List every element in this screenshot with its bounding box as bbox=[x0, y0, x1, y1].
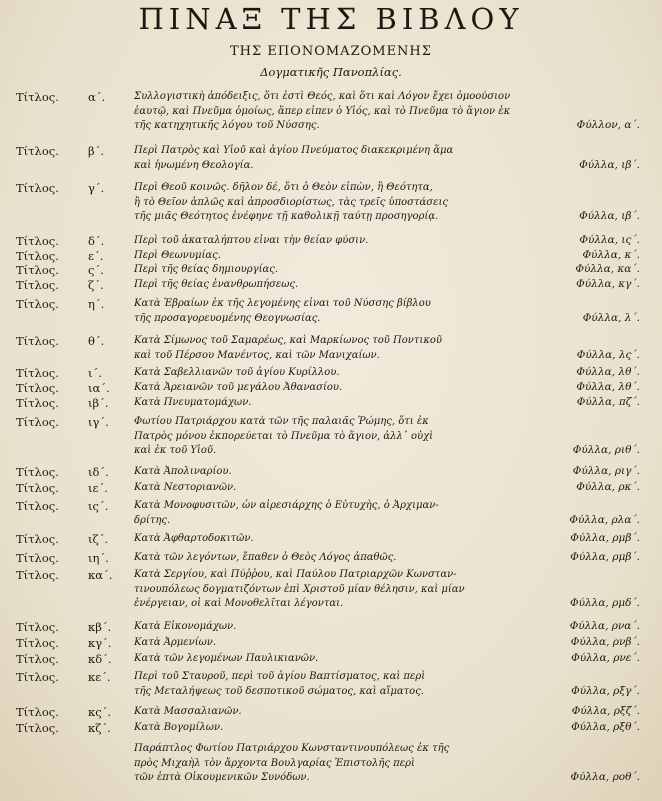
entry-text bbox=[134, 90, 550, 134]
entry-text-line: τῆς κατηχητικῆς λόγου τοῦ Νύσσης. bbox=[134, 120, 320, 131]
entry-text bbox=[134, 568, 550, 612]
entry-number: ιδ´. bbox=[88, 465, 109, 479]
entry-text-line: τῆς Μεταλήψεως τοῦ δεσποτικοῦ σώματος, καὶ αἵματος. bbox=[134, 685, 424, 697]
entry-number: ις´. bbox=[88, 499, 109, 513]
entry-text bbox=[134, 742, 550, 786]
entry-text-line: Κατὰ Μασσαλιανῶν. bbox=[134, 706, 242, 717]
entry-label: Τίτλος. bbox=[16, 415, 59, 429]
entry-text bbox=[134, 670, 550, 699]
entry-label: Τίτλος. bbox=[16, 263, 59, 277]
page-subtitle: ΤΗΣ ΕΠΟΝΟΜΑΖΟΜΕΝΗΣ bbox=[230, 44, 432, 59]
entry-folio: Φύλλον, α´. bbox=[576, 119, 640, 131]
entry-label: Τίτλος. bbox=[16, 551, 59, 565]
entry-text bbox=[134, 278, 550, 293]
entry-number: κε´. bbox=[88, 670, 111, 684]
entry-text bbox=[134, 705, 550, 720]
entry-text-line: τῶν ἑπτὰ Οἰκουμενικῶν Συνόδων. bbox=[134, 772, 310, 783]
entry-number: ζ´. bbox=[88, 278, 104, 292]
entry-text bbox=[134, 636, 550, 651]
entry-text-line: Συλλογιστικὴ ἀπόδειξις, ὅτι ἐστὶ Θεός, καὶ ὅτι καὶ Λόγον ἔχει ὁμοούσιον bbox=[134, 91, 511, 102]
entry-text-line: Κατὰ τῶν λεγομένων Παυλικιανῶν. bbox=[134, 653, 319, 664]
entry-text bbox=[134, 297, 550, 326]
entry-text-line: Κατὰ Σαβελλιανῶν τοῦ ἁγίου Κυρίλλου. bbox=[134, 367, 340, 378]
entry-number: κς´. bbox=[88, 705, 112, 719]
entry-text bbox=[134, 249, 550, 264]
entry-folio: Φύλλα, ριθ´. bbox=[572, 444, 640, 456]
entry-label: Τίτλος. bbox=[16, 181, 59, 195]
entry-folio: Φύλλα, ιβ´. bbox=[579, 210, 640, 222]
entry-number: κα´. bbox=[88, 568, 113, 582]
entry-number: ε´. bbox=[88, 249, 104, 263]
entry-text-line: Κατὰ Ἀρειανῶν τοῦ μεγάλου Ἀθανασίου. bbox=[134, 382, 343, 393]
entry-folio: Φύλλα, κα´. bbox=[575, 263, 640, 275]
entry-folio: Φύλλα, ρξγ´. bbox=[571, 684, 640, 697]
entry-text-line: Περὶ Θεωνυμίας. bbox=[134, 250, 221, 261]
entry-text-line: ἢ τὸ Θεῖον ἁπλῶς καὶ ἀπροσδιορίστως, τὰς τρεῖς ὑποστάσεις bbox=[134, 196, 448, 208]
entry-text bbox=[134, 532, 550, 547]
entry-number: ι´. bbox=[88, 366, 102, 380]
entry-text bbox=[134, 652, 550, 667]
entry-text bbox=[134, 620, 550, 635]
entry-folio: Φύλλα, ρνα´. bbox=[569, 620, 640, 632]
entry-label: Τίτλος. bbox=[16, 334, 59, 348]
entry-text-line: δρίτης. bbox=[134, 514, 171, 526]
entry-number: κδ´. bbox=[88, 652, 112, 666]
entry-folio: Φύλλα, ρλα´. bbox=[569, 513, 640, 526]
entry-label: Τίτλος. bbox=[16, 465, 59, 479]
entry-label: Τίτλος. bbox=[16, 381, 59, 395]
entry-folio: Φύλλα, λ´. bbox=[582, 311, 640, 324]
entry-number: κβ´. bbox=[88, 620, 112, 634]
entry-label: Τίτλος. bbox=[16, 144, 59, 158]
entry-label: Τίτλος. bbox=[16, 532, 59, 546]
entry-text-line: ἑαυτῷ, καὶ Πνεῦμα ὁμοίως, ἅπερ εἶπεν ὁ Υἱός, καὶ τὸ Πνεῦμα τὸ ἅγιον ἐκ bbox=[134, 105, 511, 117]
entry-text-line: Κατὰ Ἀφθαρτοδοκιτῶν. bbox=[134, 533, 254, 544]
entry-folio: Φύλλα, ρμβ´. bbox=[570, 532, 640, 544]
entry-label: Τίτλος. bbox=[16, 620, 59, 634]
entry-folio: Φύλλα, ιβ´. bbox=[579, 158, 640, 171]
entry-label: Τίτλος. bbox=[16, 721, 59, 735]
entry-text-line: Κατὰ Σεργίου, καὶ Πύῤῥου, καὶ Παύλου Πατριαρχῶν Κωνσταν- bbox=[134, 569, 457, 580]
entry-folio: Φύλλα, ρνβ´. bbox=[570, 636, 640, 648]
page-title: ΠΙΝΑΞ ΤΗΣ ΒΙΒΛΟΥ bbox=[138, 2, 524, 36]
entry-label: Τίτλος. bbox=[16, 234, 59, 248]
entry-number: ια´. bbox=[88, 381, 110, 395]
entry-number: β´. bbox=[88, 144, 105, 158]
entry-text bbox=[134, 415, 550, 459]
entry-label: Τίτλος. bbox=[16, 278, 59, 292]
entry-text bbox=[134, 499, 550, 528]
entry-text-line: τῆς μιᾶς Θεότητος ἐνέφηνε τῇ καθολικῇ ταύτῃ προσηγορίᾳ. bbox=[134, 211, 439, 222]
entry-folio: Φύλλα, ρνε´. bbox=[571, 652, 640, 664]
entry-number: γ´. bbox=[88, 181, 105, 195]
entry-number: α´. bbox=[88, 90, 106, 104]
entry-folio: Φύλλα, ις´. bbox=[579, 234, 640, 246]
entry-text-line: Κατὰ Βογομίλων. bbox=[134, 722, 224, 733]
page-subtitle-2: Δογματικῆς Πανοπλίας. bbox=[260, 65, 402, 79]
entry-folio: Φύλλα, ρμβ´. bbox=[570, 551, 640, 563]
entry-number: θ´. bbox=[88, 334, 105, 348]
entry-text-line: Κατὰ τῶν λεγόντων, ἔπαθεν ὁ Θεὸς Λόγος ἀπαθῶς. bbox=[134, 552, 397, 563]
entry-text-line: Φωτίου Πατριάρχου κατὰ τῶν τῆς παλαιᾶς Ῥώμης, ὅτι ἐκ bbox=[134, 416, 429, 427]
entry-number: κζ´. bbox=[88, 721, 111, 735]
entry-folio: Φύλλα, ρξζ´. bbox=[571, 705, 640, 717]
entry-folio: Φύλλα, πζ´. bbox=[576, 396, 640, 408]
entry-number: δ´. bbox=[88, 234, 105, 248]
entry-text-line: καὶ τοῦ Πέρσου Μανέντος, καὶ τῶν Μανιχαίων. bbox=[134, 349, 380, 361]
entry-label: Τίτλος. bbox=[16, 481, 59, 495]
entry-number: ιζ´. bbox=[88, 532, 109, 546]
entry-text-line: Περὶ τοῦ Σταυροῦ, περὶ τοῦ ἁγίου Βαπτίσματος, καὶ περὶ bbox=[134, 671, 426, 682]
entry-text bbox=[134, 263, 550, 278]
entry-folio: Φύλλα, ριγ´. bbox=[572, 465, 640, 477]
entry-label: Τίτλος. bbox=[16, 396, 59, 410]
entry-text-line: Περὶ Πατρὸς καὶ Υἱοῦ καὶ ἁγίου Πνεύματος διακεκριμένη ἅμα bbox=[134, 145, 454, 156]
entry-folio: Φύλλα, λθ´. bbox=[576, 381, 640, 393]
entry-label: Τίτλος. bbox=[16, 499, 59, 513]
entry-text-line: Περὶ τῆς θείας ἐνανθρωπήσεως. bbox=[134, 279, 299, 290]
entry-text-line: τινουπόλεως δογματιζόντων ἐπὶ Χριστοῦ μίαν θέλησιν, καὶ μίαν bbox=[134, 583, 465, 595]
entry-number: ιβ´. bbox=[88, 396, 109, 410]
entry-text bbox=[134, 721, 550, 736]
entry-folio: Φύλλα, λς´. bbox=[576, 348, 640, 361]
entry-label: Τίτλος. bbox=[16, 297, 59, 311]
entry-text-line: Κατὰ Μονοφυσιτῶν, ὧν αἱρεσιάρχης ὁ Εὐτυχὴς, ὁ Ἀρχιμαν- bbox=[134, 500, 439, 511]
entry-text bbox=[134, 396, 550, 411]
entry-label: Τίτλος. bbox=[16, 636, 59, 650]
entry-number: ιη´. bbox=[88, 551, 109, 565]
entry-text-line: Παράπτλος Φωτίου Πατριάρχου Κωνσταντινουπόλεως ἐκ τῆς bbox=[134, 743, 450, 754]
entry-label: Τίτλος. bbox=[16, 366, 59, 380]
entry-label: Τίτλος. bbox=[16, 90, 59, 104]
entry-text-line: Κατὰ Σίμωνος τοῦ Σαμαρέως, καὶ Μαρκίωνος τοῦ Ποντικοῦ bbox=[134, 335, 442, 346]
entry-text bbox=[134, 481, 550, 496]
entry-label: Τίτλος. bbox=[16, 249, 59, 263]
entry-label: Τίτλος. bbox=[16, 705, 59, 719]
entry-folio: Φύλλα, ρμδ´. bbox=[570, 597, 640, 609]
entry-number: ιγ´. bbox=[88, 415, 109, 429]
entry-text-line: Περὶ τοῦ ἀκαταλήπτου εἶναι τὴν θείαν φύσιν. bbox=[134, 235, 369, 246]
entry-text-line: Κατὰ Ἀρμενίων. bbox=[134, 637, 217, 648]
entry-text-line: Πατρὸς μόνου ἐκπορεύεται τὸ Πνεῦμα τὸ ἅγιον, ἀλλ᾽ οὐχὶ bbox=[134, 430, 434, 442]
entry-label: Τίτλος. bbox=[16, 670, 59, 684]
entry-text-line: ἐνέργειαν, οἱ καὶ Μονοθελῖται λέγονται. bbox=[134, 598, 344, 609]
entry-folio: Φύλλα, κ´. bbox=[582, 249, 640, 261]
entry-text bbox=[134, 334, 550, 363]
entry-text-line: Κατὰ Πνευματομάχων. bbox=[134, 397, 252, 408]
entry-text-line: πρὸς Μιχαὴλ τὸν ἄρχοντα Βουλγαρίας Ἐπιστολῆς περὶ bbox=[134, 757, 415, 769]
entry-number: κγ´. bbox=[88, 636, 112, 650]
entry-text-line: Περὶ Θεοῦ κοινῶς. δῆλον δέ, ὅτι ὁ Θεὸν εἰπὼν, ἢ Θεότητα, bbox=[134, 182, 433, 193]
entry-label: Τίτλος. bbox=[16, 652, 59, 666]
entry-text bbox=[134, 465, 550, 480]
entry-number: η´. bbox=[88, 297, 105, 311]
entry-text-line: Κατὰ Ἀπολιναρίου. bbox=[134, 466, 232, 477]
entry-folio: Φύλλα, κγ´. bbox=[576, 278, 640, 290]
entry-text bbox=[134, 234, 550, 249]
entry-text-line: καὶ ἡνωμένη Θεολογία. bbox=[134, 159, 254, 171]
entry-number: ς´. bbox=[88, 263, 104, 277]
entry-text bbox=[134, 144, 550, 173]
entry-label: Τίτλος. bbox=[16, 568, 59, 582]
entry-number: ιε´. bbox=[88, 481, 108, 495]
entry-folio: Φύλλα, ρξθ´. bbox=[571, 721, 640, 733]
entry-text-line: τῆς προσαγορευομένης Θεογνωσίας. bbox=[134, 312, 321, 324]
entry-text-line: καὶ ἐκ τοῦ Υἱοῦ. bbox=[134, 445, 217, 456]
entry-folio: Φύλλα, ροθ´. bbox=[570, 771, 640, 783]
entry-text-line: Κατὰ Νεστοριανῶν. bbox=[134, 482, 237, 493]
entry-text bbox=[134, 551, 550, 566]
entry-folio: Φύλλα, ρκ´. bbox=[576, 481, 640, 493]
entry-text-line: Κατὰ Εἰκονομάχων. bbox=[134, 621, 237, 632]
entry-text-line: Περὶ τῆς θείας δημιουργίας. bbox=[134, 264, 279, 275]
entry-text bbox=[134, 366, 550, 381]
entry-text-line: Κατὰ Ἑβραίων ἐκ τῆς λεγομένης εἶναι τοῦ Νύσσης βίβλου bbox=[134, 298, 431, 309]
entry-text bbox=[134, 381, 550, 396]
entry-folio: Φύλλα, λθ´. bbox=[576, 366, 640, 378]
entry-text bbox=[134, 181, 550, 225]
